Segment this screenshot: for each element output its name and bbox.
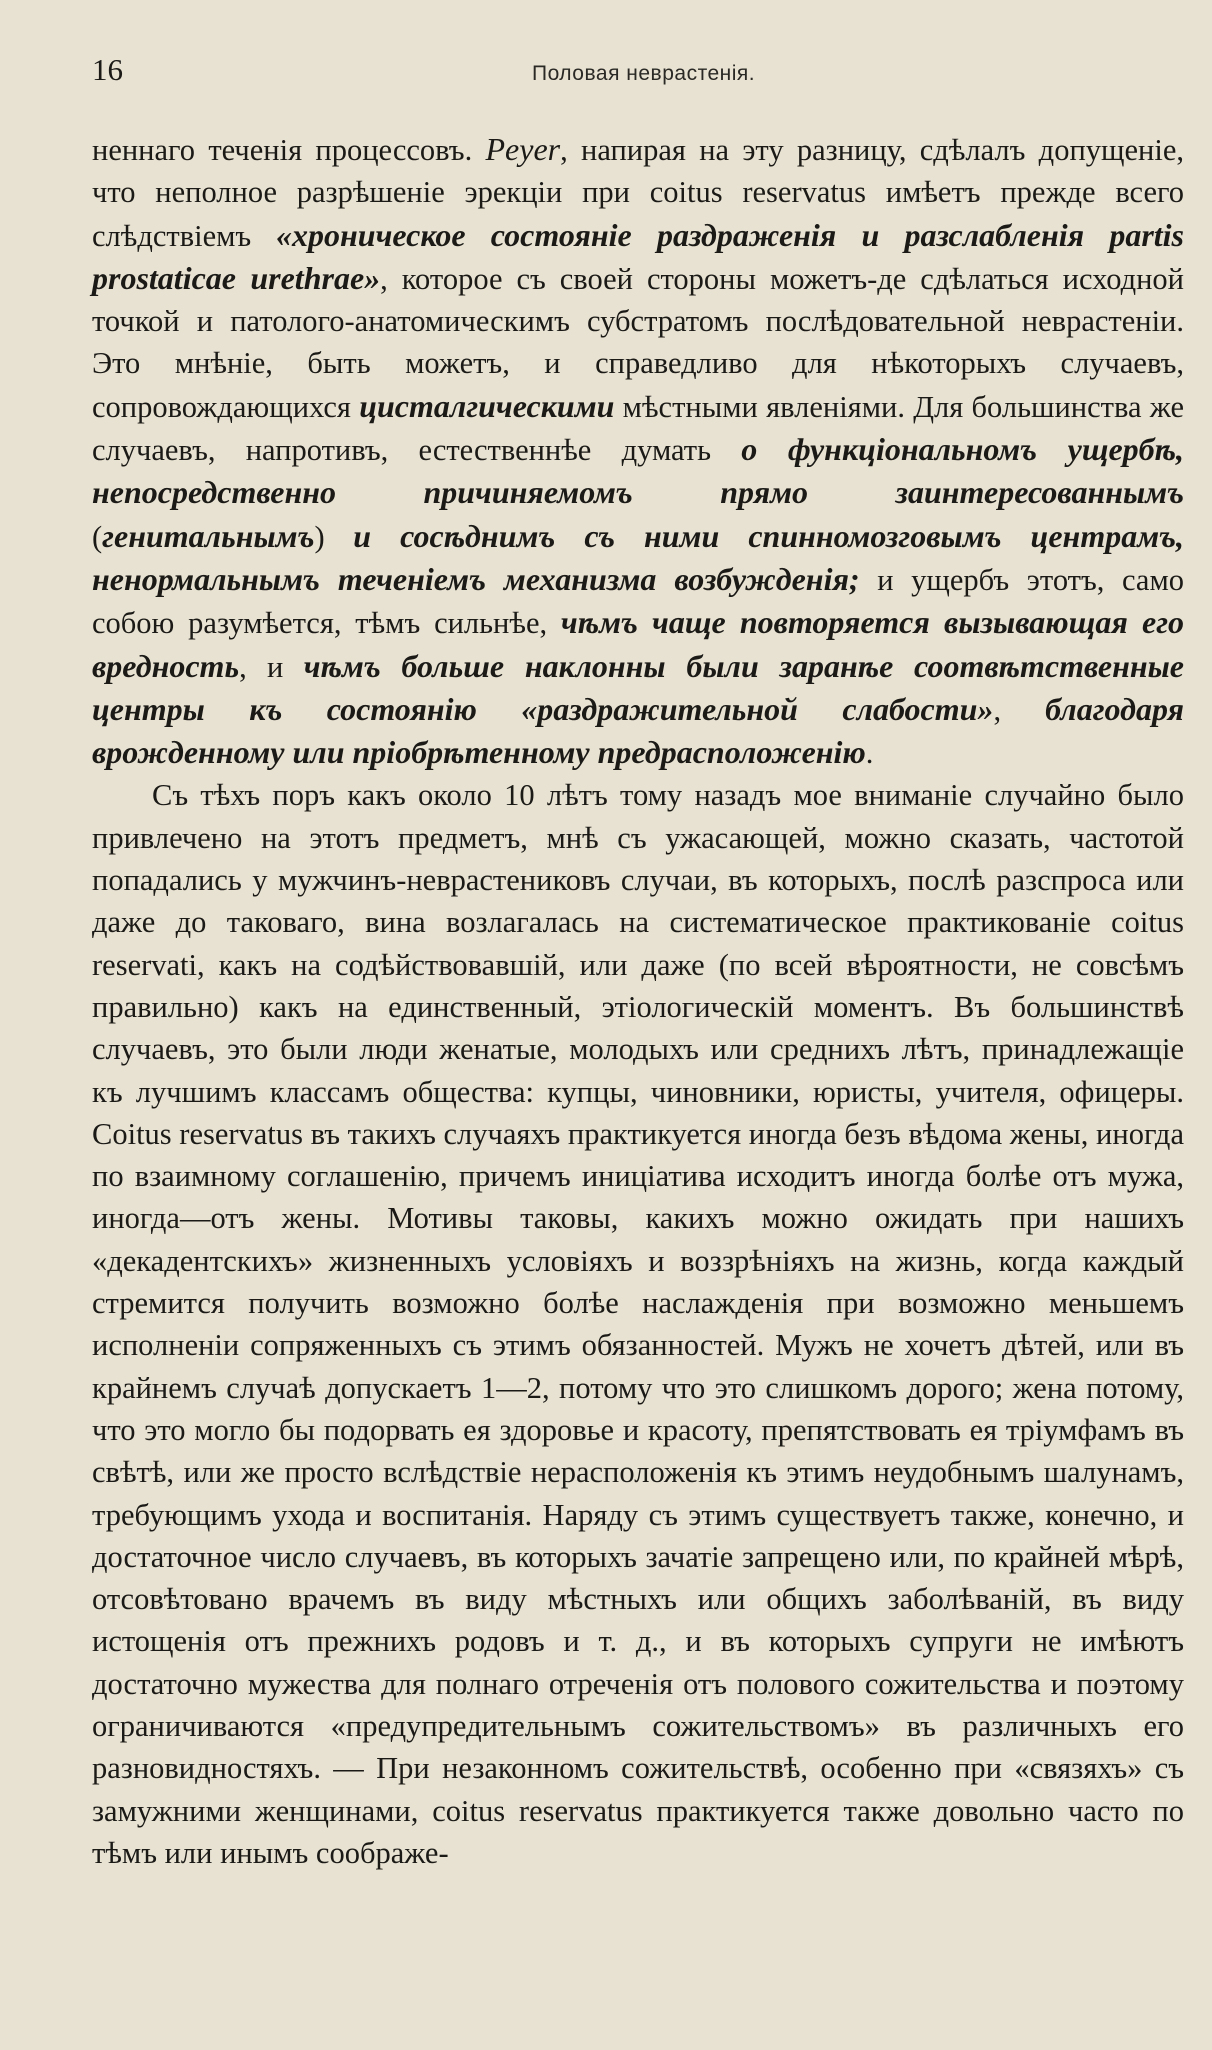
text-run: , которое съ своей стороны можетъ-де сдѣлаться исходной точкой и патолого-анатомическимъ субстратомъ послѣдовательной неврастеніи. Это мнѣніе, быть можетъ, и справедливо для нѣкоторыхъ случаевъ, сопровождающихся bbox=[92, 261, 1184, 424]
emphasis-phrase: и сосѣднимъ съ ними спинномозговымъ центрамъ, ненормальнымъ теченіемъ механизма возбужденія; bbox=[92, 517, 1184, 597]
text-run: ( bbox=[92, 519, 103, 554]
text-run: ) bbox=[314, 519, 354, 554]
text-run: . bbox=[865, 736, 874, 771]
text-run: , напирая на эту разницу, сдѣлалъ допущеніе, что неполное разрѣшеніе эрекціи при coitus reservatus имѣетъ прежде всего слѣдствіемъ bbox=[92, 133, 1184, 253]
author-name: Peyer bbox=[485, 131, 561, 167]
text-run: , и bbox=[239, 649, 304, 684]
emphasis-phrase: благодаря врожденному или пріобрѣтенному предрасположенію bbox=[92, 690, 1185, 771]
emphasis-phrase: о функціональномъ ущербѣ, непосредственно причиняемомъ прямо заинтересованнымъ bbox=[92, 431, 1184, 511]
paragraph-continued bbox=[92, 128, 1184, 774]
page-header bbox=[92, 52, 1184, 98]
emphasis-term: цисталгическими bbox=[359, 387, 615, 424]
emphasis-phrase: чѣмъ чаще повторяется вызывающая его вредность bbox=[92, 604, 1185, 684]
emphasis-term: генитальнымъ bbox=[102, 517, 315, 554]
text-run: мѣстными явленіями. Для большинства же случаевъ, напротивъ, естественнѣе думать bbox=[92, 389, 1184, 468]
text-run: неннаго теченія процессовъ. bbox=[92, 133, 486, 167]
running-title: Половая неврастенія. bbox=[532, 62, 756, 85]
emphasis-quote: «хроническое состояніе раздраженія и разслабленія partis prostaticae urethrae» bbox=[92, 216, 1185, 296]
body-text bbox=[92, 128, 1184, 1874]
text-run: и ущербъ этотъ, само собою разумѣется, тѣмъ сильнѣе, bbox=[92, 562, 1184, 641]
paragraph: Съ тѣхъ поръ какъ около 10 лѣтъ тому назадъ мое вниманіе случайно было привлечено на этотъ предметъ, мнѣ съ ужасающей, можно сказать, частотой попадались у мужчинъ-неврастениковъ случаи, въ которыхъ, послѣ разспроса или даже до таковаго, вина возлагалась на систематическое практикованіе coitus reservati, какъ на содѣйствовавшій, или даже (по всей вѣроятности, не совсѣмъ правильно) какъ на единственный, этіологическій моментъ. Въ большинствѣ случаевъ, это были люди женатые, молодыхъ или среднихъ лѣтъ, принадлежащіе къ лучшимъ классамъ общества: купцы, чиновники, юристы, учителя, офицеры. Coitus reservatus въ такихъ случаяхъ практикуется иногда безъ вѣдома жены, иногда по взаимному соглашенію, причемъ иниціатива исходитъ иногда болѣе отъ мужа, иногда—отъ жены. Мотивы таковы, какихъ можно ожидать при нашихъ «декадентскихъ» жизненныхъ условіяхъ и воззрѣніяхъ на жизнь, когда каждый стремится получить возможно болѣе наслажденія при возможно меньшемъ исполненіи сопряженныхъ съ этимъ обязанностей. Мужъ не хочетъ дѣтей, или въ крайнемъ случаѣ допускаетъ 1—2, потому что это слишкомъ дорого; жена потому, что это могло бы подорвать ея здоровье и красоту, препятствовать ея тріумфамъ въ свѣтѣ, или же просто вслѣдствіе нерасположенія къ этимъ неудобнымъ шалунамъ, требующимъ ухода и воспитанія. Наряду съ этимъ существуетъ также, конечно, и достаточное число случаевъ, въ которыхъ зачатіе запрещено или, по крайней мѣрѣ, отсовѣтовано врачемъ въ виду мѣстныхъ или общихъ заболѣваній, въ виду истощенія отъ прежнихъ родовъ и т. д., и въ которыхъ супруги не имѣютъ достаточно мужества для полнаго отреченія отъ полового сожительства и поэтому ограничиваются «предупредительнымъ сожительствомъ» въ различныхъ его разновидностяхъ. — При незаконномъ сожительствѣ, особенно при «связяхъ» съ замужними женщинами, coitus reservatus практикуется также довольно часто по тѣмъ или инымъ соображе- bbox=[92, 778, 1184, 1870]
page-number: 16 bbox=[92, 52, 123, 87]
emphasis-phrase: чѣмъ больше наклонны были заранѣе соотвѣтственные центры къ состоянію «раздражительной слабости» bbox=[92, 647, 1185, 727]
text-run: , bbox=[993, 692, 1046, 727]
